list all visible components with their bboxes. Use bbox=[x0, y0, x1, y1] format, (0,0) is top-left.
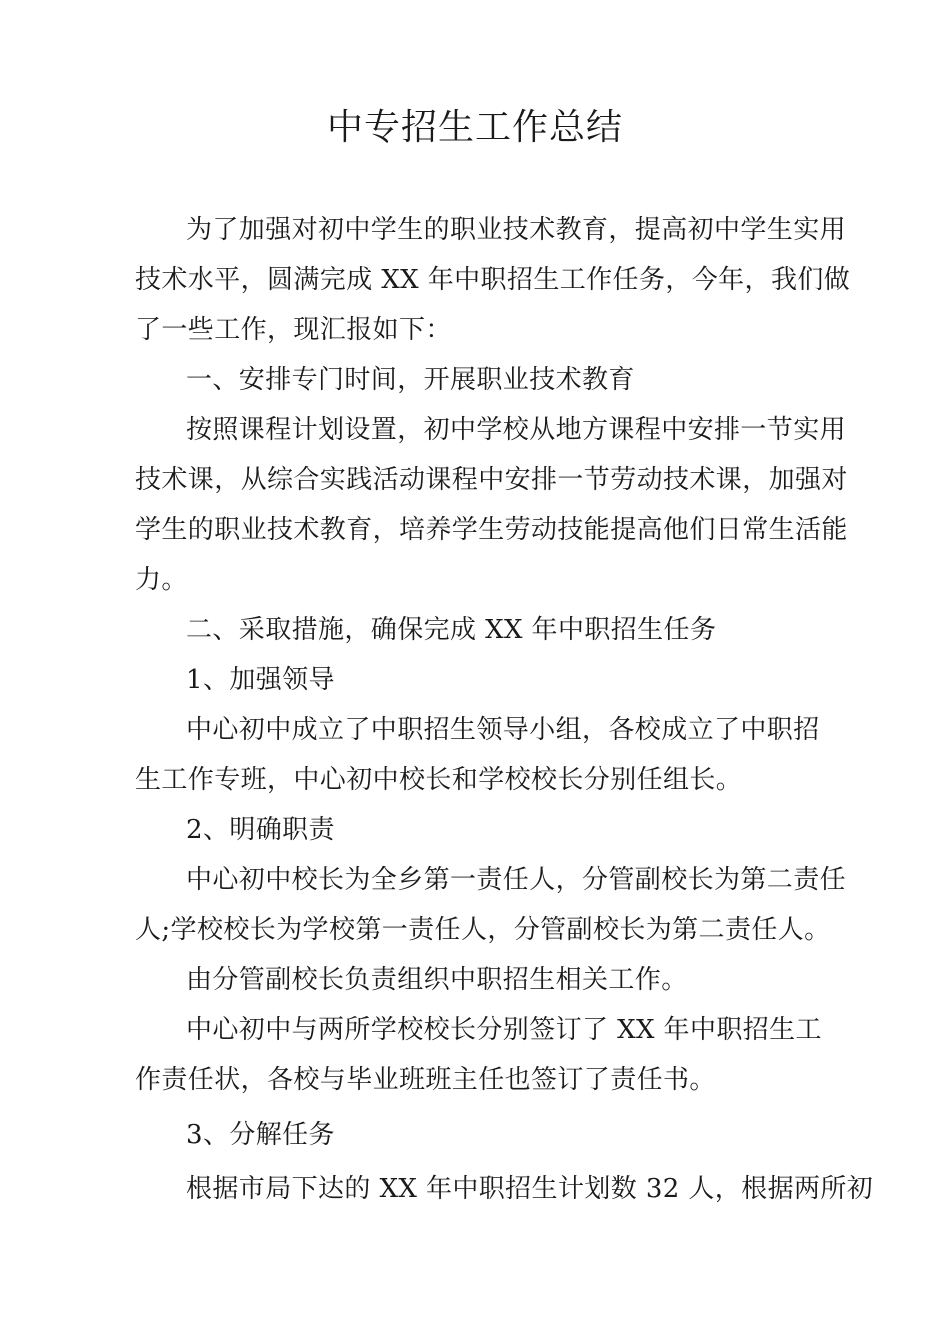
text-line: 生工作专班，中心初中校长和学校校长分别任组长。 bbox=[135, 765, 743, 795]
document-title: 中专招生工作总结 bbox=[326, 107, 623, 148]
subsection-heading: 3、分解任务 bbox=[186, 1120, 335, 1150]
text-line: 技术水平，圆满完成 XX 年中职招生工作任务，今年，我们做 bbox=[135, 265, 851, 295]
text-line: 中心初中与两所学校校长分别签订了 XX 年中职招生工 bbox=[186, 1015, 822, 1045]
text-line: 中心初中校长为全乡第一责任人，分管副校长为第二责任 bbox=[186, 865, 847, 895]
text-line: 为了加强对初中学生的职业技术教育，提高初中学生实用 bbox=[186, 215, 847, 245]
section-heading: 一、安排专门时间，开展职业技术教育 bbox=[186, 365, 635, 395]
text-line: 按照课程计划设置，初中学校从地方课程中安排一节实用 bbox=[186, 415, 847, 445]
text-line: 根据市局下达的 XX 年中职招生计划数 32 人，根据两所初 bbox=[186, 1174, 874, 1204]
text-line: 人;学校校长为学校第一责任人，分管副校长为第二责任人。 bbox=[135, 915, 831, 945]
subsection-heading: 2、明确职责 bbox=[186, 815, 335, 845]
text-line: 由分管副校长负责组织中职招生相关工作。 bbox=[186, 965, 688, 995]
text-line: 中心初中成立了中职招生领导小组，各校成立了中职招 bbox=[186, 715, 820, 745]
text-line: 力。 bbox=[135, 565, 188, 595]
text-line: 作责任状，各校与毕业班班主任也签订了责任书。 bbox=[135, 1065, 716, 1095]
section-heading: 二、采取措施，确保完成 XX 年中职招生任务 bbox=[186, 615, 717, 645]
text-line: 学生的职业技术教育，培养学生劳动技能提高他们日常生活能 bbox=[135, 515, 848, 545]
text-line: 了一些工作，现汇报如下： bbox=[135, 315, 452, 345]
subsection-heading: 1、加强领导 bbox=[186, 665, 335, 695]
text-line: 技术课，从综合实践活动课程中安排一节劳动技术课，加强对 bbox=[135, 465, 848, 495]
